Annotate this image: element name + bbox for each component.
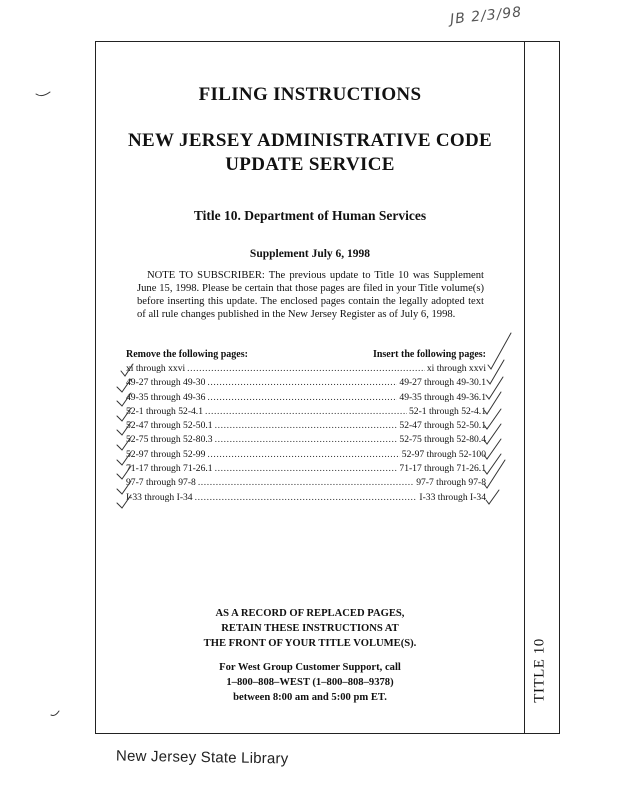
- insert-range: 97-7 through 97-8: [416, 477, 486, 489]
- library-stamp: New Jersey State Library: [115, 747, 289, 768]
- record-notice-line: THE FRONT OF YOUR TITLE VOLUME(S).: [203, 638, 417, 649]
- subscriber-note: [137, 269, 484, 321]
- customer-support: [95, 660, 525, 705]
- remove-range: I-33 through I-34: [126, 491, 193, 503]
- list-row: [126, 405, 486, 419]
- insert-range: xi through xxvi: [426, 363, 486, 374]
- dot-leader: [215, 462, 398, 476]
- list-row: [126, 462, 486, 476]
- insert-range: 52-47 through 52-50.1: [399, 420, 486, 432]
- list-row: [126, 433, 486, 447]
- remove-range: xi through xxvi: [126, 363, 186, 374]
- remove-range: 97-7 through 97-8: [126, 477, 196, 489]
- remove-range: 52-75 through 52-80.3: [126, 434, 213, 446]
- insert-range: 49-27 through 49-30.1: [399, 377, 486, 389]
- remove-range: 71-17 through 71-26.1: [126, 463, 213, 475]
- record-notice-line: RETAIN THESE INSTRUCTIONS AT: [221, 623, 399, 634]
- insert-range: 52-75 through 52-80.4: [399, 434, 486, 446]
- dot-leader: [207, 376, 397, 390]
- dot-leader: [187, 362, 425, 376]
- support-phone: 1–800–808–WEST (1–800–808–9378): [226, 677, 394, 688]
- list-row: [126, 419, 486, 433]
- dot-leader: [198, 476, 414, 490]
- list-row: [126, 491, 486, 505]
- insert-range: 52-1 through 52-4.1: [408, 405, 486, 417]
- tab-label: [520, 620, 560, 720]
- dot-leader: [215, 419, 398, 433]
- page-replacement-list: [126, 347, 486, 505]
- dot-leader: [215, 433, 398, 447]
- tab-label-text: TITLE 10: [531, 637, 548, 703]
- dot-leader: [195, 491, 418, 505]
- subscriber-note-text: NOTE TO SUBSCRIBER: The previous update to Title 10 was Supplement June 15, 1998. Please be certain that those pages are filed in your Title volume(s) before inserting this update. The enclosed pages contain the legally adopted text of all rule changes published in the New Jersey Register as of July 6, 1998.: [137, 270, 484, 320]
- code-title-line-1: NEW JERSEY ADMINISTRATIVE CODE: [128, 130, 492, 151]
- list-row: [126, 476, 486, 490]
- supplement-date: Supplement July 6, 1998: [249, 248, 371, 260]
- page-heading: FILING INSTRUCTIONS: [198, 84, 422, 105]
- remove-range: 52-97 through 52-99: [126, 448, 206, 460]
- list-row: [126, 391, 486, 405]
- insert-header: Insert the following pages:: [372, 349, 486, 360]
- remove-range: 52-47 through 52-50.1: [126, 420, 213, 432]
- list-row: [126, 376, 486, 390]
- dot-leader: [207, 391, 397, 405]
- remove-range: 49-27 through 49-30: [126, 377, 206, 389]
- remove-range: 52-1 through 52-4.1: [126, 405, 204, 417]
- code-title-line-2: UPDATE SERVICE: [225, 154, 395, 175]
- list-row: [126, 448, 486, 462]
- title-department: Title 10. Department of Human Services: [193, 208, 427, 223]
- support-line: For West Group Customer Support, call: [219, 662, 401, 673]
- insert-range: I-33 through I-34: [419, 491, 486, 503]
- remove-header: Remove the following pages:: [126, 349, 248, 360]
- list-row: [126, 362, 486, 376]
- dot-leader: [205, 405, 407, 419]
- record-notice: [95, 606, 525, 651]
- list-header: [126, 347, 486, 362]
- insert-range: 52-97 through 52-100: [401, 448, 486, 460]
- record-notice-line: AS A RECORD OF REPLACED PAGES,: [215, 608, 405, 619]
- remove-range: 49-35 through 49-36: [126, 391, 206, 403]
- support-hours: between 8:00 am and 5:00 pm ET.: [233, 692, 387, 703]
- handwritten-initials-date: JB 2/3/98: [449, 4, 523, 28]
- insert-range: 71-17 through 71-26.1: [399, 463, 486, 475]
- insert-range: 49-35 through 49-36.1: [399, 391, 486, 403]
- dot-leader: [207, 448, 399, 462]
